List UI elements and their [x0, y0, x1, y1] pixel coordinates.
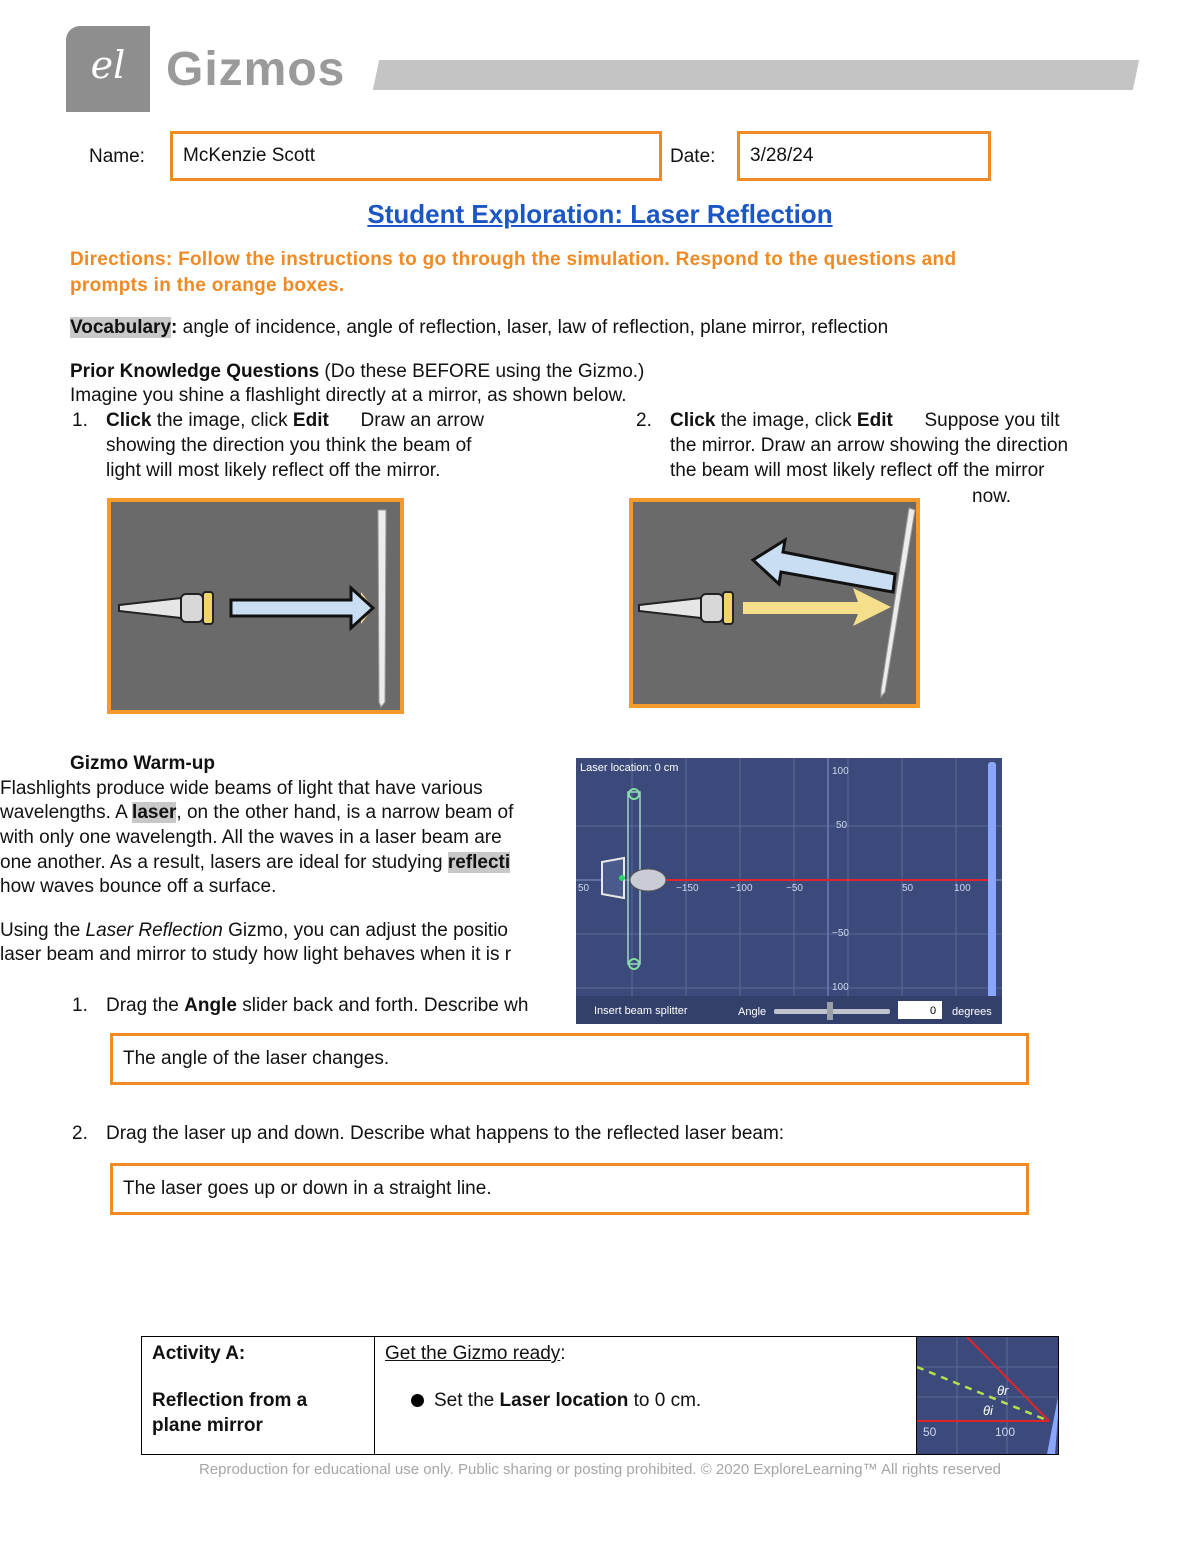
- activity-a-thumbnail-cell: [917, 1337, 1059, 1455]
- prior-q2-line2: the mirror. Draw an arrow showing the direction: [670, 435, 1069, 456]
- warmup-q1-pre: Drag the: [106, 995, 185, 1016]
- warmup-p1-l2c: , on the other hand, is a narrow beam of: [176, 802, 514, 823]
- x-tick-minus-150: −150: [676, 883, 699, 894]
- prior-q1-line3: light will most likely reflect off the mirror.: [106, 460, 441, 481]
- warmup-p2-line2: laser beam and mirror to study how light behaves when it is r: [0, 944, 512, 965]
- reflection-angles-thumbnail: [917, 1337, 1058, 1454]
- answer-box-1[interactable]: [110, 1033, 1029, 1085]
- prior-q2-rest: Suppose you tilt: [892, 410, 1060, 431]
- activity-a-instructions-cell: [375, 1337, 917, 1455]
- angle-slider-label: Angle: [738, 1006, 767, 1018]
- warmup-p1-l2a: wavelengths. A: [0, 802, 133, 823]
- date-field[interactable]: [737, 131, 991, 181]
- prior-q1-number: 1.: [72, 410, 88, 431]
- prior-note: (Do these BEFORE using the Gizmo.): [319, 361, 645, 382]
- answer-2-text: The laser goes up or down in a straight line.: [123, 1178, 492, 1199]
- prior-heading-text: Prior Knowledge Questions: [70, 361, 320, 382]
- flashlight-mirror-image-1[interactable]: [107, 498, 404, 714]
- flashlight-tilted-illustration: [633, 502, 916, 704]
- header-bar: [373, 60, 1139, 90]
- prior-q2-line1: [670, 409, 1060, 433]
- date-value: 3/28/24: [750, 145, 814, 166]
- theta-r-label: θr: [997, 1383, 1009, 1398]
- prior-q2-mid: the image, click: [715, 410, 857, 431]
- el-logo-mark: el: [90, 43, 126, 87]
- prior-intro: Imagine you shine a flashlight directly at a mirror, as shown below.: [70, 385, 627, 406]
- activity-a-subtitle-line1: Reflection from a: [152, 1390, 308, 1411]
- vocabulary: [70, 316, 888, 340]
- thumb-tick-100: 100: [995, 1425, 1016, 1439]
- page-title: Student Exploration: Laser Reflection: [367, 199, 833, 229]
- y-tick-100: 100: [832, 766, 849, 777]
- warmup-p2-l1a: Using the: [0, 920, 86, 941]
- bullet-icon: [411, 1394, 424, 1407]
- gizmo-name: Laser Reflection: [85, 920, 223, 941]
- prior-q1-mid: the image, click: [151, 410, 293, 431]
- flashlight-straight-illustration: [111, 502, 400, 710]
- warmup-p1-l4a: one another. As a result, lasers are ideal for studying: [0, 852, 448, 873]
- y-tick-50: 50: [836, 820, 848, 831]
- x-tick-100: 100: [954, 883, 971, 894]
- prior-q2-edit: Edit: [856, 410, 893, 431]
- insert-beam-splitter-button[interactable]: Insert beam splitter: [594, 1005, 688, 1017]
- warmup-q2-number: 2.: [72, 1123, 88, 1144]
- prior-knowledge-heading: [70, 360, 644, 384]
- laser-location-readout: Laser location: 0 cm: [580, 762, 679, 774]
- x-tick-minus-100: −100: [730, 883, 753, 894]
- thumb-tick-50: 50: [923, 1425, 937, 1439]
- answer-1-text: The angle of the laser changes.: [123, 1048, 390, 1069]
- warmup-p1-line2: [0, 801, 513, 825]
- directions-line-2: prompts in the orange boxes.: [70, 275, 345, 296]
- bullet-bold: Laser location: [499, 1390, 629, 1411]
- name-field[interactable]: [170, 131, 662, 181]
- warmup-q2-text: Drag the laser up and down. Describe what happens to the reflected laser beam:: [106, 1123, 785, 1144]
- prior-q1-rest: Draw an arrow: [328, 410, 485, 431]
- warmup-q1-text: [106, 994, 528, 1018]
- activity-a-table: [141, 1336, 1059, 1455]
- get-gizmo-ready-label: Get the Gizmo ready: [385, 1343, 561, 1364]
- bullet-pre: Set the: [434, 1390, 500, 1411]
- prior-q1-click: Click: [106, 410, 152, 431]
- y-tick-minus-100: 100: [832, 982, 849, 993]
- angle-value-input[interactable]: 0: [930, 1005, 937, 1017]
- gizmos-logo: [66, 26, 150, 112]
- activity-a-title-cell: [142, 1337, 375, 1455]
- prior-q2-number: 2.: [636, 410, 652, 431]
- warmup-q1-post: slider back and forth. Describe wh: [236, 995, 529, 1016]
- theta-i-label: θi: [983, 1403, 993, 1418]
- x-tick-left-edge: 50: [578, 883, 590, 894]
- prior-q1-line2: showing the direction you think the beam of: [106, 435, 472, 456]
- prior-q2-click: Click: [670, 410, 716, 431]
- get-gizmo-ready-colon: :: [560, 1343, 566, 1364]
- activity-a-title: Activity A:: [152, 1343, 246, 1364]
- answer-box-2[interactable]: [110, 1163, 1029, 1215]
- flashlight-mirror-image-2[interactable]: [629, 498, 920, 708]
- angle-term: Angle: [184, 995, 237, 1016]
- prior-q1-line1: [106, 409, 484, 433]
- vocabulary-colon: :: [171, 317, 178, 338]
- x-tick-minus-50: −50: [786, 883, 803, 894]
- warmup-heading: Gizmo Warm-up: [70, 753, 215, 774]
- directions-line-1: Directions: Follow the instructions to go through the simulation. Respond to the questions and: [70, 249, 957, 270]
- date-label: Date:: [670, 146, 716, 167]
- degrees-label: degrees: [952, 1006, 992, 1018]
- prior-q2-line4: now.: [972, 486, 1012, 507]
- y-tick-minus-50: −50: [832, 928, 849, 939]
- name-value: McKenzie Scott: [183, 145, 315, 166]
- warmup-p1-line4: [0, 851, 510, 875]
- vocabulary-label: Vocabulary: [70, 317, 172, 338]
- activity-bullet: [385, 1388, 906, 1413]
- footer-copyright: Reproduction for educational use only. Public sharing or posting prohibited. © 2020 ExploreLearning™ All rights reserved: [198, 1461, 1002, 1478]
- warmup-p1-line1: Flashlights produce wide beams of light that have various: [0, 778, 483, 799]
- prior-q2-line3: the beam will most likely reflect off the mirror: [670, 460, 1045, 481]
- prior-q1-edit: Edit: [292, 410, 329, 431]
- name-label: Name:: [89, 146, 145, 167]
- laser-term: laser: [132, 802, 177, 823]
- activity-a-subtitle-line2: plane mirror: [152, 1415, 263, 1436]
- x-tick-50: 50: [902, 883, 914, 894]
- warmup-p1-line3: with only one wavelength. All the waves in a laser beam are: [0, 827, 502, 848]
- vocabulary-terms: angle of incidence, angle of reflection, laser, law of reflection, plane mirror, reflection: [177, 317, 889, 338]
- warmup-q1-number: 1.: [72, 995, 88, 1016]
- get-gizmo-ready: [385, 1341, 906, 1366]
- warmup-p1-line5: how waves bounce off a surface.: [0, 876, 277, 897]
- warmup-p2-l1c: Gizmo, you can adjust the positio: [222, 920, 508, 941]
- warmup-p2-line1: [0, 919, 508, 943]
- reflection-term: reflecti: [447, 852, 511, 873]
- brand-name: Gizmos: [166, 43, 346, 96]
- laser-reflection-gizmo-screenshot[interactable]: [576, 758, 1002, 1024]
- bullet-post: to 0 cm.: [628, 1390, 702, 1411]
